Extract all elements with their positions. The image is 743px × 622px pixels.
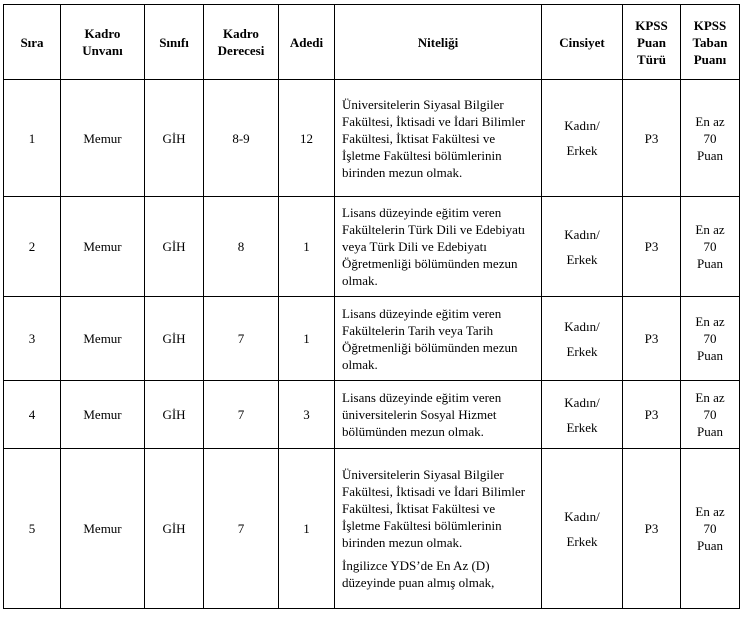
taban-line2: 70 — [703, 239, 717, 254]
cell-adedi: 12 — [279, 80, 335, 197]
niteligi-text: Lisans düzeyinde eğitim veren Fakültelerin Türk Dili ve Edebiyatı veya Türk Dili ve Edebiyatı Öğretmenliği bölümünden mezun olmak. — [342, 205, 526, 288]
niteligi-text: Üniversitelerin Siyasal Bilgiler Fakültesi, İktisadi ve İdari Bilimler Fakültesi, İktisat Fakültesi ve İşletme Fakültesi bölümlerinin birinden mezun olmak. — [342, 96, 526, 180]
cell-kpss-puan-turu: P3 — [623, 297, 681, 381]
cell-niteligi — [335, 381, 542, 449]
header-cinsiyet: Cinsiyet — [542, 5, 623, 80]
taban-line1: En az — [695, 314, 725, 329]
table-row — [4, 197, 740, 297]
cell-sira: 3 — [4, 297, 61, 381]
cell-niteligi — [335, 449, 542, 609]
header-kadro-unvani-line2: Unvanı — [82, 43, 123, 58]
cell-kpss-taban-puani — [681, 381, 740, 449]
header-kadro-unvani — [61, 5, 145, 80]
niteligi-text: Üniversitelerin Siyasal Bilgiler Fakültesi, İktisadi ve İdari Bilimler Fakültesi, İktisat Fakültesi ve İşletme Fakültesi bölümlerinin birinden mezun olmak. — [342, 467, 526, 550]
cell-kadro-unvani: Memur — [61, 197, 145, 297]
header-kpss-puan-turu — [623, 5, 681, 80]
header-kpss-puan-turu-line2: Puan — [637, 34, 666, 50]
niteligi-text: Lisans düzeyinde eğitim veren Fakültelerin Tarih veya Tarih Öğretmenliği bölümünden mezun olmak. — [342, 305, 518, 372]
cell-kadro-unvani: Memur — [61, 449, 145, 609]
cell-kpss-puan-turu: P3 — [623, 449, 681, 609]
header-kpss-taban-puani-line1: KPSS — [693, 17, 727, 33]
cinsiyet-line2: Erkek — [566, 419, 598, 435]
taban-line3: Puan — [697, 147, 723, 163]
header-kpss-taban-puani-line3: Puanı — [693, 51, 727, 67]
cinsiyet-line1: Kadın/ — [564, 394, 600, 410]
header-row — [4, 5, 740, 80]
taban-line3: Puan — [697, 348, 723, 363]
cell-sinifi: GİH — [145, 197, 204, 297]
niteligi-ek-text: İngilizce YDS’de En Az (D) düzeyinde puan almış olmak, — [342, 558, 495, 590]
table-row — [4, 297, 740, 381]
header-kadro-derecesi — [204, 5, 279, 80]
kadro-table — [3, 4, 740, 609]
cell-kpss-taban-puani — [681, 297, 740, 381]
table-row — [4, 80, 740, 197]
cinsiyet-line1: Kadın/ — [564, 226, 600, 242]
cell-kadro-unvani: Memur — [61, 80, 145, 197]
header-sira: Sıra — [4, 5, 61, 80]
cell-cinsiyet — [542, 197, 623, 297]
cell-kpss-taban-puani — [681, 80, 740, 197]
niteligi-text: Lisans düzeyinde eğitim veren üniversitelerin Sosyal Hizmet bölümünden mezun olmak. — [342, 390, 502, 439]
cell-cinsiyet — [542, 297, 623, 381]
cell-cinsiyet — [542, 381, 623, 449]
cell-niteligi — [335, 80, 542, 197]
header-niteligi: Niteliği — [335, 5, 542, 80]
cell-kadro-derecesi: 8 — [204, 197, 279, 297]
cell-sinifi: GİH — [145, 449, 204, 609]
taban-line1: En az — [695, 113, 725, 129]
header-kpss-taban-puani-line2: Taban — [692, 34, 728, 50]
taban-line1: En az — [695, 222, 725, 237]
cinsiyet-line2: Erkek — [566, 143, 598, 158]
cell-adedi: 1 — [279, 297, 335, 381]
header-kadro-derecesi-line1: Kadro — [223, 26, 259, 41]
taban-line2: 70 — [703, 521, 717, 536]
cell-kadro-derecesi: 8-9 — [204, 80, 279, 197]
cell-kadro-derecesi: 7 — [204, 297, 279, 381]
cinsiyet-line2: Erkek — [566, 343, 598, 359]
cell-kpss-puan-turu: P3 — [623, 80, 681, 197]
taban-line3: Puan — [697, 424, 723, 439]
cell-adedi: 1 — [279, 449, 335, 609]
cell-kpss-taban-puani — [681, 197, 740, 297]
cinsiyet-line1: Kadın/ — [564, 118, 600, 133]
cell-kadro-derecesi: 7 — [204, 449, 279, 609]
header-kadro-derecesi-line2: Derecesi — [217, 43, 265, 58]
table-row — [4, 449, 740, 609]
cell-kadro-derecesi: 7 — [204, 381, 279, 449]
taban-line1: En az — [695, 504, 725, 519]
taban-line1: En az — [695, 390, 725, 405]
cell-sinifi: GİH — [145, 297, 204, 381]
taban-line3: Puan — [697, 538, 723, 553]
cell-kpss-taban-puani — [681, 449, 740, 609]
cell-kpss-puan-turu: P3 — [623, 197, 681, 297]
cell-sinifi: GİH — [145, 80, 204, 197]
cell-kadro-unvani: Memur — [61, 381, 145, 449]
cell-kpss-puan-turu: P3 — [623, 381, 681, 449]
cell-niteligi — [335, 297, 542, 381]
cell-sinifi: GİH — [145, 381, 204, 449]
taban-line2: 70 — [703, 130, 717, 146]
cinsiyet-line1: Kadın/ — [564, 318, 600, 334]
cell-cinsiyet — [542, 80, 623, 197]
header-sinifi: Sınıfı — [145, 5, 204, 80]
cinsiyet-line2: Erkek — [566, 533, 598, 549]
header-adedi: Adedi — [279, 5, 335, 80]
taban-line2: 70 — [703, 331, 717, 346]
taban-line2: 70 — [703, 407, 717, 422]
cell-sira: 5 — [4, 449, 61, 609]
header-kpss-puan-turu-line3: Türü — [637, 51, 666, 67]
taban-line3: Puan — [697, 256, 723, 271]
cell-cinsiyet — [542, 449, 623, 609]
cell-niteligi — [335, 197, 542, 297]
cell-adedi: 3 — [279, 381, 335, 449]
table-row — [4, 381, 740, 449]
header-kpss-taban-puani — [681, 5, 740, 80]
cell-sira: 2 — [4, 197, 61, 297]
cell-adedi: 1 — [279, 197, 335, 297]
cell-sira: 1 — [4, 80, 61, 197]
cell-sira: 4 — [4, 381, 61, 449]
cinsiyet-line1: Kadın/ — [564, 508, 600, 524]
cell-kadro-unvani: Memur — [61, 297, 145, 381]
cinsiyet-line2: Erkek — [566, 251, 598, 267]
header-kadro-unvani-line1: Kadro — [84, 26, 121, 41]
header-kpss-puan-turu-line1: KPSS — [635, 17, 668, 33]
